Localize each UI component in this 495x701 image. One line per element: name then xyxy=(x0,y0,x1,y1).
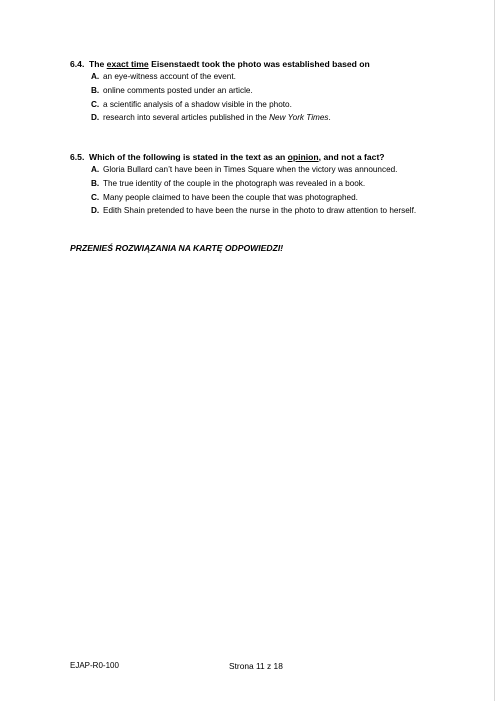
answer-option-a xyxy=(70,70,475,84)
question-number: 6.4. xyxy=(70,59,85,69)
answer-option-d xyxy=(70,111,475,125)
answer-option-d xyxy=(70,204,475,218)
stem-emphasis: exact time xyxy=(106,59,149,69)
option-italic-title: New York Times xyxy=(269,113,329,123)
stem-emphasis: opinion xyxy=(287,152,319,162)
option-text: an eye-witness account of the event. xyxy=(103,72,236,81)
option-text: research into several articles published in the xyxy=(103,113,270,123)
answer-option-c xyxy=(70,191,475,205)
question-6-4 xyxy=(70,58,475,125)
stem-text: Eisenstaedt took the photo was established based on xyxy=(148,59,370,69)
answer-option-a xyxy=(70,163,475,177)
option-text: online comments posted under an article. xyxy=(103,85,253,95)
option-letter: D. xyxy=(91,206,100,216)
question-6-5 xyxy=(70,151,475,218)
option-letter: A. xyxy=(91,72,100,81)
option-text: The true identity of the couple in the photograph was revealed in a book. xyxy=(103,178,366,188)
option-letter: C. xyxy=(91,192,100,202)
option-letter: C. xyxy=(91,99,100,109)
option-letter: B. xyxy=(91,178,100,188)
question-number: 6.5. xyxy=(70,152,85,162)
footer-page-number: Strona 11 z 18 xyxy=(229,661,283,671)
option-text: Gloria Bullard can’t have been in Times Square when the victory was announced. xyxy=(103,165,398,174)
stem-text: , and not a fact? xyxy=(318,152,385,162)
stem-text: Which of the following is stated in the text as an xyxy=(89,152,288,162)
stem-text: The xyxy=(89,59,107,69)
option-letter: A. xyxy=(91,165,100,174)
footer-exam-code: EJAP-R0-100 xyxy=(70,661,119,670)
question-stem xyxy=(70,151,475,163)
answer-option-b xyxy=(70,177,475,191)
option-letter: B. xyxy=(91,85,100,95)
transfer-answers-instruction: PRZENIEŚ ROZWIĄZANIA NA KARTĘ ODPOWIEDZI! xyxy=(70,243,284,253)
option-tail: . xyxy=(328,113,331,123)
answer-option-b xyxy=(70,84,475,98)
option-letter: D. xyxy=(91,113,100,123)
option-text: Many people claimed to have been the couple that was photographed. xyxy=(103,192,358,202)
question-stem xyxy=(70,58,475,70)
answer-option-c xyxy=(70,98,475,112)
option-text: a scientific analysis of a shadow visible in the photo. xyxy=(103,99,292,109)
option-text: Edith Shain pretended to have been the nurse in the photo to draw attention to herself. xyxy=(103,206,417,216)
